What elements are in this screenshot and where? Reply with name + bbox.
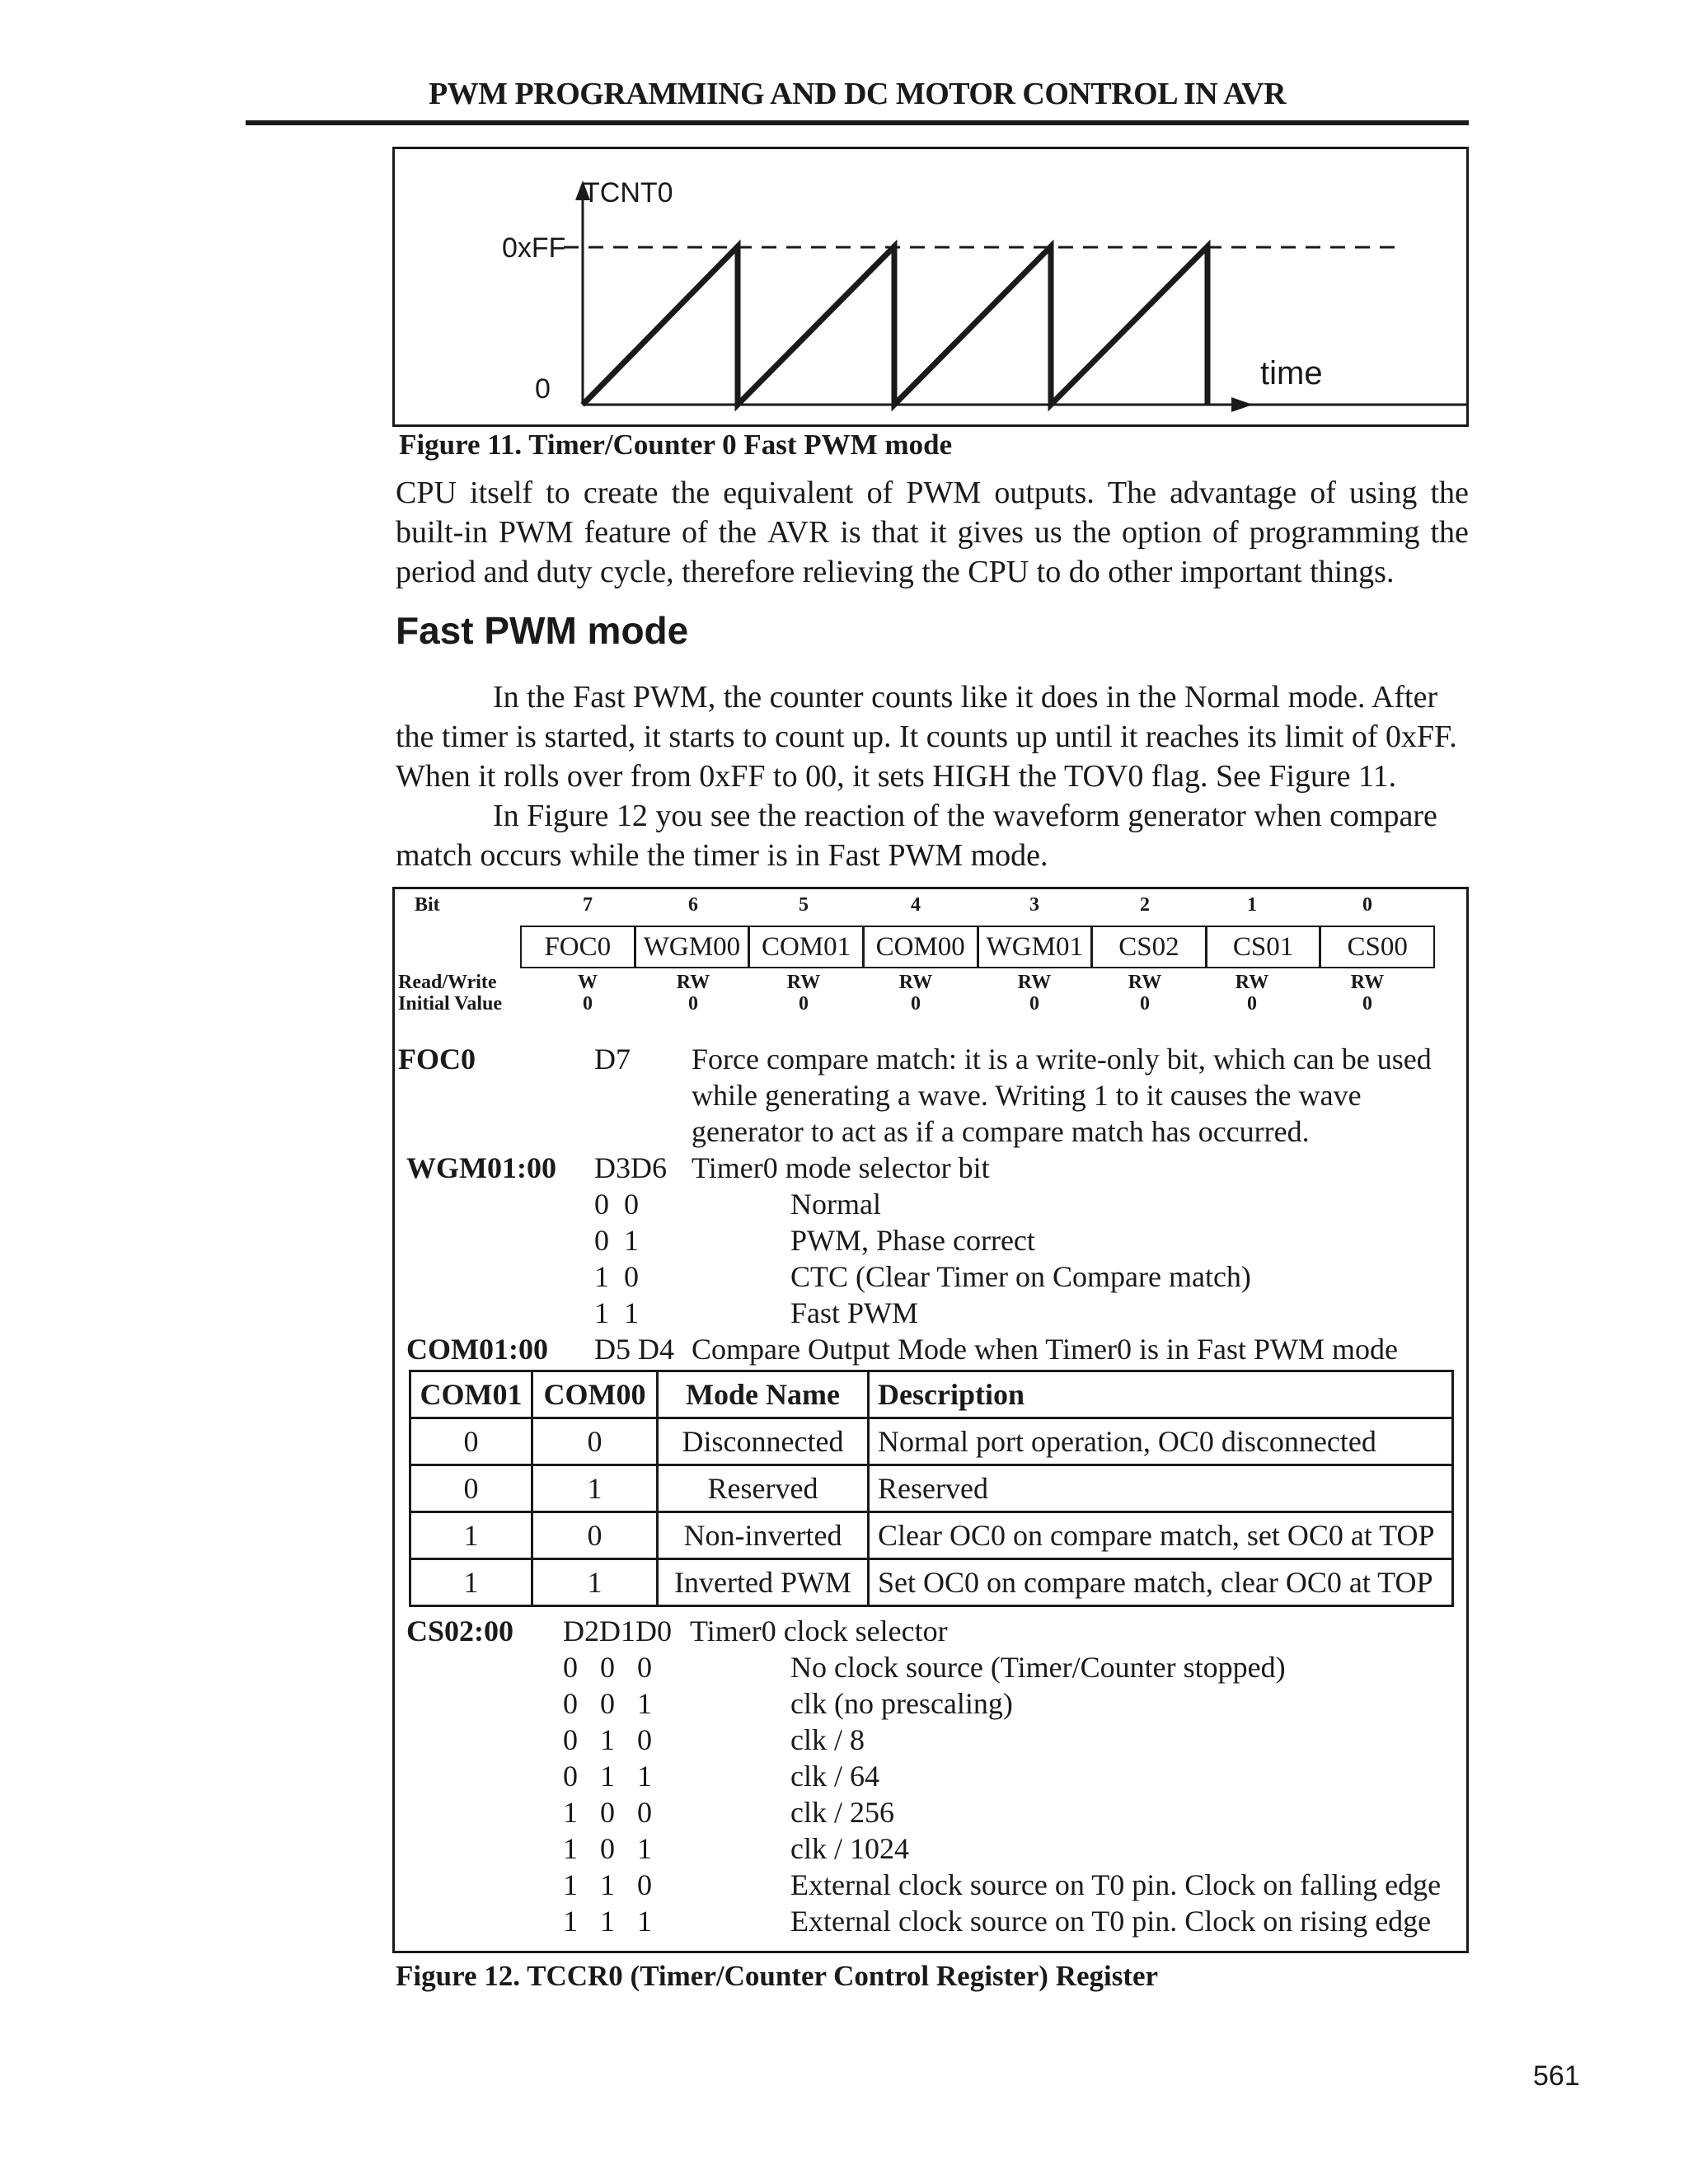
wgm-code: 1 0 — [594, 1260, 639, 1293]
register-bit-cell: WGM01 — [979, 927, 1094, 967]
cs-code: 1 1 0 — [563, 1868, 652, 1901]
register-bit-row — [520, 926, 1435, 968]
cs-meaning: clk / 1024 — [790, 1832, 909, 1865]
figure-12-caption: Figure 12. TCCR0 (Timer/Counter Control Register) Register — [396, 1960, 1159, 1992]
register-bit-cell: COM01 — [750, 927, 865, 967]
table-header-cell: COM01 — [410, 1371, 532, 1418]
cs-code: 0 1 0 — [563, 1723, 652, 1756]
intro-line-2: built-in PWM feature of the AVR is that it gives us the option of programming the — [396, 515, 1469, 550]
bit-number: 2 — [1140, 894, 1150, 916]
table-cell: 1 — [532, 1465, 658, 1512]
read-write-value: RW — [786, 972, 821, 993]
table-cell: 0 — [410, 1418, 532, 1465]
cs-code: 0 0 1 — [563, 1687, 652, 1720]
running-header: PWM PROGRAMMING AND DC MOTOR CONTROL IN AVR — [428, 77, 1287, 111]
table-cell: Disconnected — [658, 1418, 869, 1465]
table-cell: Reserved — [658, 1465, 869, 1512]
bit-number: 7 — [583, 894, 593, 916]
table-cell: 1 — [410, 1559, 532, 1606]
table-header-cell: COM00 — [532, 1371, 658, 1418]
cs-meaning: clk / 8 — [790, 1723, 865, 1756]
register-bit-cell: FOC0 — [522, 927, 636, 967]
initial-value-label: Initial Value — [398, 993, 503, 1015]
cs-bits: D2D1D0 — [563, 1615, 672, 1647]
table-header-cell: Description — [869, 1371, 1453, 1418]
table-cell: 0 — [532, 1418, 658, 1465]
bit-number: 1 — [1247, 894, 1257, 916]
foc0-name: FOC0 — [398, 1043, 476, 1076]
register-bit-cell: CS00 — [1347, 932, 1408, 962]
cs-meaning: External clock source on T0 pin. Clock on falling edge — [790, 1868, 1442, 1901]
read-write-label: Read/Write — [398, 972, 497, 993]
header-rule — [246, 120, 1469, 125]
bit-number: 6 — [688, 894, 698, 916]
register-bit-cell: COM00 — [865, 927, 979, 967]
max-label: 0xFF — [502, 232, 566, 264]
cs-name: CS02:00 — [406, 1615, 514, 1647]
page-number: 561 — [1533, 2060, 1580, 2092]
initial-value: 0 — [1247, 993, 1257, 1015]
initial-value: 0 — [1362, 993, 1372, 1015]
table-cell: Clear OC0 on compare match, set OC0 at TOP — [869, 1512, 1453, 1559]
wgm-name: WGM01:00 — [406, 1151, 556, 1184]
cs-code: 0 1 1 — [563, 1760, 652, 1793]
section-p1-line-1: In the Fast PWM, the counter counts like it does in the Normal mode. After — [493, 680, 1438, 715]
cs-code: 1 0 1 — [563, 1832, 652, 1865]
wgm-meaning: Fast PWM — [790, 1296, 919, 1329]
wgm-meaning: PWM, Phase correct — [790, 1224, 1035, 1257]
figure-11-caption: Figure 11. Timer/Counter 0 Fast PWM mode — [399, 429, 953, 461]
initial-value: 0 — [799, 993, 809, 1015]
foc0-bit: D7 — [594, 1043, 631, 1076]
table-cell: Normal port operation, OC0 disconnected — [869, 1418, 1453, 1465]
cs-meaning: clk (no prescaling) — [790, 1687, 1013, 1720]
read-write-value: RW — [1017, 972, 1052, 993]
y-axis-label: TCNT0 — [583, 177, 673, 209]
com-name: COM01:00 — [406, 1333, 548, 1366]
intro-line-1: CPU itself to create the equivalent of PWM outputs. The advantage of using the — [396, 476, 1469, 510]
cs-code: 0 0 0 — [563, 1651, 652, 1684]
table-row — [410, 1559, 1453, 1606]
table-row — [410, 1465, 1453, 1512]
x-axis-arrow-layer — [392, 147, 1469, 427]
wgm-code: 1 1 — [594, 1296, 639, 1329]
table-row — [410, 1418, 1453, 1465]
table-cell: 0 — [532, 1512, 658, 1559]
register-bit-cell: WGM00 — [636, 927, 751, 967]
read-write-value: RW — [1350, 972, 1385, 993]
cs-meaning: No clock source (Timer/Counter stopped) — [790, 1651, 1286, 1684]
cs-meaning: clk / 256 — [790, 1796, 894, 1829]
read-write-value: RW — [1235, 972, 1269, 993]
cs-meaning: External clock source on T0 pin. Clock on rising edge — [790, 1905, 1432, 1938]
table-cell: 1 — [532, 1559, 658, 1606]
read-write-value: RW — [1128, 972, 1162, 993]
wgm-code: 0 1 — [594, 1224, 639, 1257]
wgm-meaning: CTC (Clear Timer on Compare match) — [790, 1260, 1251, 1293]
cs-code: 1 0 0 — [563, 1796, 652, 1829]
table-cell: 1 — [410, 1512, 532, 1559]
initial-value: 0 — [1140, 993, 1150, 1015]
com-bits: D5 D4 — [594, 1333, 674, 1366]
wgm-meaning: Normal — [790, 1188, 881, 1221]
wgm-title: Timer0 mode selector bit — [692, 1151, 990, 1184]
section-heading: Fast PWM mode — [396, 609, 689, 652]
section-p1-line-2: the timer is started, it starts to count up. It counts up until it reaches its limit of 0xFF. — [396, 719, 1457, 754]
table-header-row — [410, 1371, 1453, 1418]
x-axis-arrow-icon — [1231, 397, 1253, 412]
foc0-desc-line: while generating a wave. Writing 1 to it causes the wave — [692, 1079, 1362, 1112]
zero-label: 0 — [535, 373, 551, 405]
com-mode-table — [409, 1370, 1454, 1607]
x-axis-label: time — [1260, 355, 1323, 391]
bit-number: 5 — [799, 894, 809, 916]
table-cell: 0 — [410, 1465, 532, 1512]
section-p2-line-2: match occurs while the timer is in Fast PWM mode. — [396, 838, 1048, 873]
table-cell: Non-inverted — [658, 1512, 869, 1559]
bit-number: 0 — [1362, 894, 1372, 916]
read-write-value: RW — [898, 972, 933, 993]
initial-value: 0 — [1029, 993, 1039, 1015]
section-p2-line-1: In Figure 12 you see the reaction of the waveform generator when compare — [493, 799, 1437, 833]
section-p1-line-3: When it rolls over from 0xFF to 00, it sets HIGH the TOV0 flag. See Figure 11. — [396, 759, 1397, 794]
table-cell: Inverted PWM — [658, 1559, 869, 1606]
cs-meaning: clk / 64 — [790, 1760, 879, 1793]
initial-value: 0 — [911, 993, 921, 1015]
section-paragraph-2 — [396, 796, 1469, 875]
read-write-value: RW — [676, 972, 710, 993]
table-header-cell: Mode Name — [658, 1371, 869, 1418]
com-title: Compare Output Mode when Timer0 is in Fast PWM mode — [692, 1333, 1398, 1366]
cs-title: Timer0 clock selector — [690, 1615, 948, 1647]
register-bit-cell: CS02 — [1093, 927, 1207, 967]
bit-number: 3 — [1029, 894, 1039, 916]
initial-value: 0 — [688, 993, 698, 1015]
intro-line-3: period and duty cycle, therefore relieving the CPU to do other important things. — [396, 555, 1395, 589]
initial-value: 0 — [583, 993, 593, 1015]
intro-paragraph — [396, 473, 1469, 592]
wgm-bits: D3D6 — [594, 1151, 667, 1184]
register-bit-cell: CS01 — [1207, 927, 1322, 967]
wgm-code: 0 0 — [594, 1188, 639, 1221]
table-row — [410, 1512, 1453, 1559]
table-cell: Set OC0 on compare match, clear OC0 at TOP — [869, 1559, 1453, 1606]
cs-code: 1 1 1 — [563, 1905, 652, 1938]
foc0-desc-line: Force compare match: it is a write-only bit, which can be used — [692, 1043, 1432, 1076]
table-cell: Reserved — [869, 1465, 1453, 1512]
bit-number: 4 — [911, 894, 921, 916]
foc0-desc-line: generator to act as if a compare match has occurred. — [692, 1115, 1310, 1148]
bit-label: Bit — [415, 894, 440, 916]
read-write-value: W — [578, 972, 598, 993]
section-paragraph-1 — [396, 677, 1469, 796]
figure-12-frame — [392, 887, 1469, 1953]
